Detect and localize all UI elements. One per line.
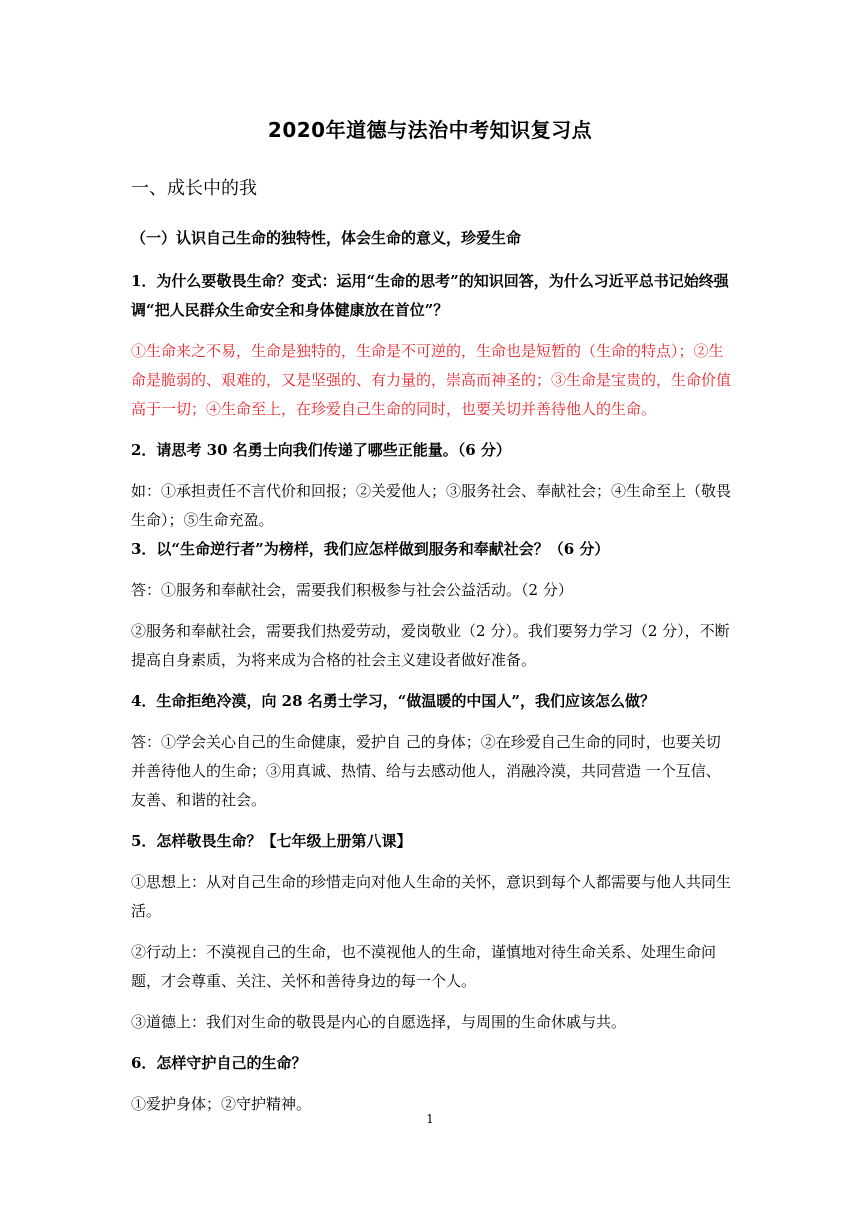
question-1: 1．为什么要敬畏生命？变式：运用“生命的思考”的知识回答，为什么习近平总书记始终强调“把人民群众生命安全和身体健康放在首位”？ — [131, 272, 729, 319]
question-5: 5．怎样敬畏生命？【七年级上册第八课】 — [131, 832, 412, 850]
page-number: 1 — [426, 1112, 434, 1126]
answer-4: 答：①学会关心自己的生命健康，爱护自 己的身体；②在珍爱自己生命的同时，也要关切并善待他人的生命；③用真诚、热情、给与去感动他人，消融冷漠，共同营造 一个互信、友善、和谐的社会。 — [131, 733, 721, 809]
question-6: 6．怎样守护自己的生命？ — [131, 1054, 307, 1072]
answer-5-part-1: ①思想上：从对自己生命的珍惜走向对他人生命的关怀，意识到每个人都需要与他人共同生活。 — [131, 873, 732, 920]
answer-3-part-1: 答：①服务和奉献社会，需要我们积极参与社会公益活动。（2 分） — [131, 581, 573, 599]
question-3: 3．以“生命逆行者”为榜样，我们应怎样做到服务和奉献社会？（6 分） — [131, 540, 610, 558]
section-heading: 一、成长中的我 — [131, 178, 257, 199]
answer-6: ①爱护身体；②守护精神。 — [131, 1095, 312, 1113]
answer-5-part-3: ③道德上：我们对生命的敬畏是内心的自愿选择，与周围的生命休戚与共。 — [131, 1013, 627, 1031]
answer-5-part-2: ②行动上：不漠视自己的生命，也不漠视他人的生命，谨慎地对待生命关系、处理生命问题，才会尊重、关注、关怀和善待身边的每一个人。 — [131, 943, 717, 990]
document-title: 2020年道德与法治中考知识复习点 — [267, 118, 593, 142]
answer-3-part-2: ②服务和奉献社会，需要我们热爱劳动，爱岗敬业（2 分）。我们要努力学习（2 分），不断提高自身素质，为将来成为合格的社会主义建设者做好准备。 — [131, 622, 730, 669]
answer-2: 如：①承担责任不言代价和回报；②关爱他人；③服务社会、奉献社会；④生命至上（敬畏生命）；⑤生命充盈。 — [131, 482, 732, 529]
answer-1: ①生命来之不易，生命是独特的，生命是不可逆的，生命也是短暂的（生命的特点）；②生命是脆弱的、艰难的，又是坚强的、有力量的，崇高而神圣的；③生命是宝贵的，生命价值高于一切；④生命至上，在珍爱自己生命的同时，也要关切并善待他人的生命。 — [131, 342, 732, 418]
subsection-heading: （一）认识自己生命的独特性，体会生命的意义，珍爱生命 — [131, 229, 522, 247]
document-body — [131, 224, 733, 1131]
question-2: 2．请思考 30 名勇士向我们传递了哪些正能量。（6 分） — [131, 441, 511, 459]
question-4: 4．生命拒绝冷漠，向 28 名勇士学习，“做温暖的中国人”，我们应该怎么做？ — [131, 692, 656, 710]
